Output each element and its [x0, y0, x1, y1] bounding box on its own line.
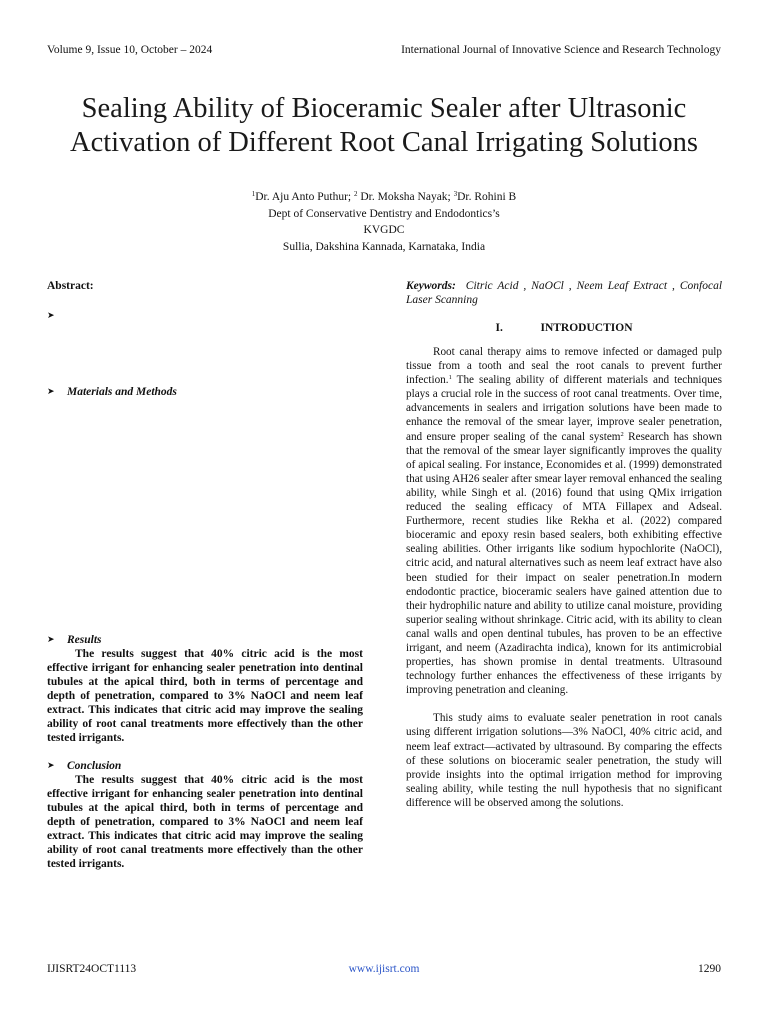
results-bullet [47, 633, 363, 647]
intro-p1-part-b: The sealing ability of different materials and techniques plays a crucial role in the success of root canal treatments. Over time, advancements in sealers and irrigation solutions have been made to enhance the removal of the smear layer, improve sealer penetration, and ensure proper sealing of the canal system [406, 374, 722, 443]
abstract-label: Abstract: [47, 280, 94, 292]
arrow-bullet-icon: ➤ [47, 761, 55, 771]
conclusion-text: The results suggest that 40% citric acid is the most effective irrigant for enhancing sealer penetration into dentinal tubules at the apical third, both in terms of percentage and depth of penetration, compared to 3% NaOCl and neem leaf extract. This indicates that citric acid may improve the sealing ability of root canal treatments more effectively than the other tested irrigants. [47, 774, 363, 870]
intro-paragraph-2: This study aims to evaluate sealer penetration in root canals using different irrigation solutions—3% NaOCl, 40% citric acid, and neem leaf extract—activated by ultrasound. By comparing the effects of these solutions on bioceramic sealer penetration, the study will provide insights into the optimal irrigation method for improving sealing ability, while testing the null hypothesis that no significant difference will be observed among the solutions. [406, 712, 722, 809]
author-sup-3: 3 [453, 190, 458, 198]
intro-paragraph-1 [406, 345, 722, 697]
title-line-2: Activation of Different Root Canal Irrigating Solutions [70, 127, 698, 158]
keywords [406, 279, 722, 307]
author-sup-1: 1 [251, 190, 256, 198]
arrow-bullet-icon: ➤ [47, 387, 55, 397]
running-header [47, 44, 721, 60]
author-block [40, 186, 728, 255]
title-line-1: Sealing Ability of Bioceramic Sealer after Ultrasonic [81, 93, 687, 124]
page-footer [47, 963, 721, 979]
results-text: The results suggest that 40% citric acid is the most effective irrigant for enhancing sealer penetration into dentinal tubules at the apical third, both in terms of percentage and depth of penetration, compared to 3% NaOCl and neem leaf extract. This indicates that citric acid may improve the sealing ability of root canal treatments more effectively than the other tested irrigants. [47, 648, 363, 744]
arrow-bullet-icon: ➤ [47, 311, 55, 321]
author-list [40, 186, 728, 206]
author-3: Dr. Rohini B [457, 191, 517, 203]
section-number: I. [495, 322, 503, 334]
section-heading-introduction [406, 321, 722, 335]
affiliation-college: KVGDC [363, 224, 405, 236]
volume-info: Volume 9, Issue 10, October – 2024 [47, 44, 213, 56]
author-2: Dr. Moksha Nayak; [357, 191, 454, 203]
arrow-bullet-icon: ➤ [47, 635, 55, 645]
abstract-column [47, 279, 363, 871]
materials-methods-bullet [47, 385, 363, 399]
keywords-text: Citric Acid , NaOCl , Neem Leaf Extract , Confocal Laser Scanning [406, 280, 723, 306]
materials-methods-label: Materials and Methods [67, 386, 177, 398]
section-title: INTRODUCTION [540, 322, 633, 334]
paper-title [40, 92, 728, 160]
conclusion-bullet [47, 759, 363, 773]
journal-url-link[interactable]: www.ijisrt.com [348, 963, 420, 975]
intro-p1-part-a: Root canal therapy aims to remove infected or damaged pulp tissue from a tooth and seal the root canals to prevent further infection. [406, 346, 722, 387]
keywords-label: Keywords: [406, 280, 456, 292]
main-column [406, 279, 722, 810]
page-number: 1290 [698, 963, 721, 975]
author-sup-2: 2 [353, 190, 358, 198]
article-code: IJISRT24OCT1113 [47, 963, 137, 975]
journal-name: International Journal of Innovative Science and Research Technology [401, 44, 721, 56]
citation-2: 2 [620, 430, 624, 438]
affiliation-location: Sullia, Dakshina Kannada, Karnataka, India [282, 240, 486, 253]
author-1: Dr. Aju Anto Puthur; [255, 191, 354, 203]
abstract-empty-bullet [47, 309, 363, 323]
affiliation-dept: Dept of Conservative Dentistry and Endodontics’s [268, 207, 500, 220]
citation-1: 1 [448, 374, 452, 382]
intro-p1-part-c: Research has shown that the removal of the smear layer significantly improves the quality of apical sealing. For instance, Economides et al. (1999) demonstrated that using AH26 sealer after smear layer removal enhanced the sealing ability, while Singh et al. (2016) found that using QMix irrigation reduced the sealing efficacy of MTA Fillapex and Adseal. Furthermore, recent studies like Rekha et al. (2022) compared bioceramic and epoxy resin based sealers, both exhibiting effective sealing abilities. Other irrigants like sodium hypochlorite (NaOCl), citric acid, and natural alternatives such as neem leaf extract have also been studied for their impact on sealer penetration.In modern endodontic practice, bioceramic sealers have gained attention due to their hydrophilic nature and ability to utilize canal moisture, providing superior sealing without shrinkage. Citric acid, with its ability to clean canal walls and open dentinal tubules, has proven to be an effective irrigant, and neem (Azadirachta indica), known for its antimicrobial properties, has shown promise in dental treatments. Ultrasound technology further enhances the effectiveness of these irrigants by improving penetration and cleaning. [406, 430, 723, 697]
results-label: Results [67, 634, 102, 646]
conclusion-label: Conclusion [67, 760, 122, 772]
